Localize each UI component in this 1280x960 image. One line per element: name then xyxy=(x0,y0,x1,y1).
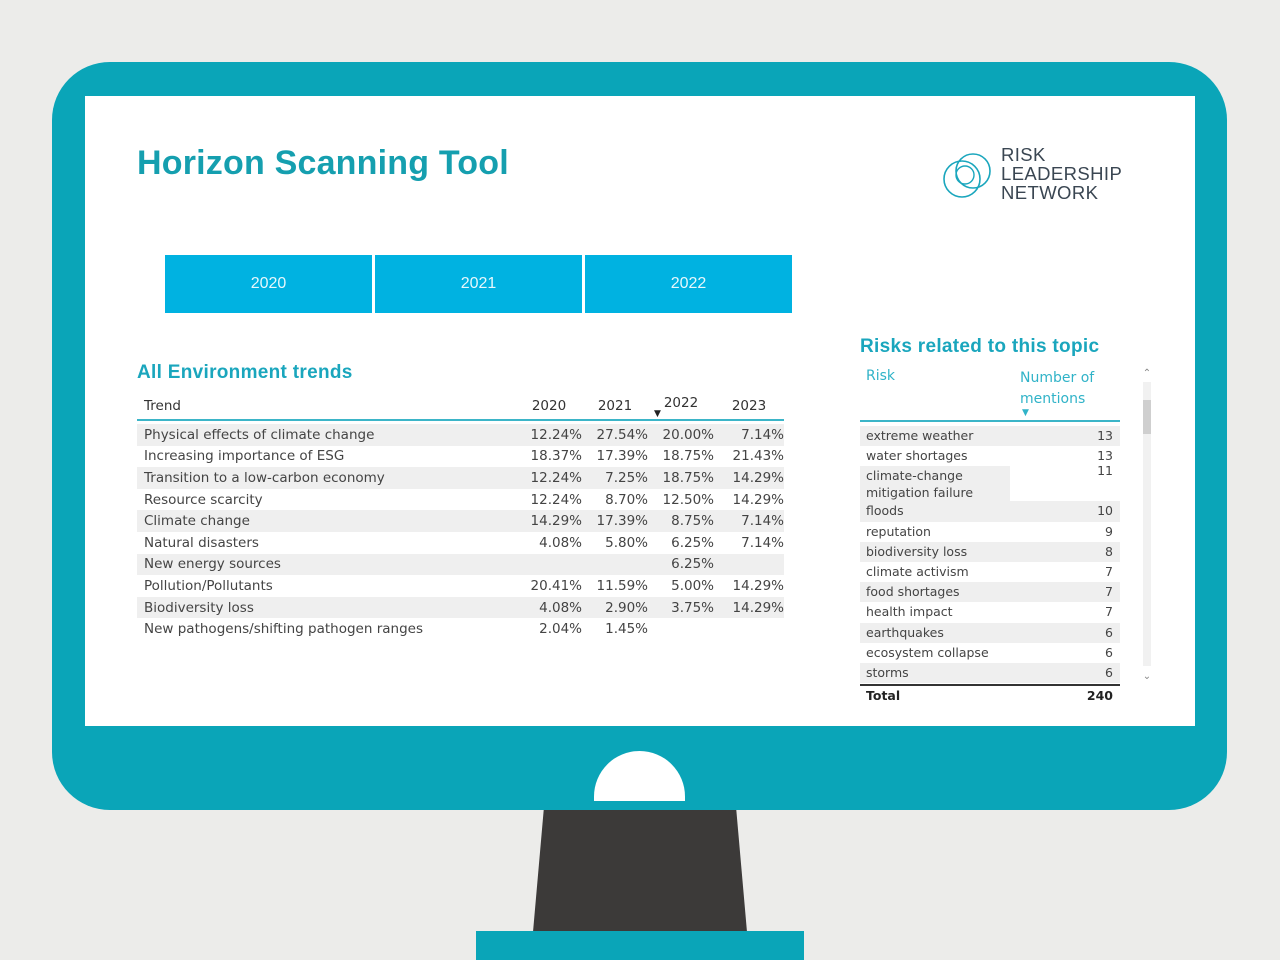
risk-mentions: 8 xyxy=(1105,543,1113,559)
total-value: 240 xyxy=(1086,688,1113,704)
trend-name: New pathogens/shifting pathogen ranges xyxy=(144,621,423,638)
risks-header-row xyxy=(860,364,1120,422)
page-title: Horizon Scanning Tool xyxy=(137,144,509,182)
trend-value: 2.04% xyxy=(539,621,582,638)
overlapping-circles-icon xyxy=(940,147,998,205)
trend-value: 12.24% xyxy=(530,426,582,443)
col-header-2023[interactable]: 2023 xyxy=(731,397,767,414)
col-header-mentions-line2: mentions xyxy=(1020,391,1086,407)
trend-name: Biodiversity loss xyxy=(144,599,254,616)
trend-name: Climate change xyxy=(144,513,250,530)
trend-value: 12.24% xyxy=(530,469,582,486)
risk-name: biodiversity loss xyxy=(866,543,968,559)
trend-value: 11.59% xyxy=(596,577,648,594)
risk-name: earthquakes xyxy=(866,624,944,640)
risk-name: climate-change mitigation failure xyxy=(866,468,974,501)
table-row xyxy=(137,510,784,532)
risk-name: extreme weather xyxy=(866,428,974,443)
trend-value: 18.75% xyxy=(662,448,714,465)
trend-value: 17.39% xyxy=(596,448,648,465)
trends-title: All Environment trends xyxy=(137,362,353,383)
table-row xyxy=(860,522,1120,542)
risks-rows xyxy=(860,426,1120,706)
risk-name: storms xyxy=(866,664,909,680)
table-row xyxy=(860,623,1120,643)
col-header-mentions-line1: Number of xyxy=(1020,370,1095,386)
trend-value: 17.39% xyxy=(596,513,648,530)
trend-value: 7.14% xyxy=(741,534,784,551)
trend-value: 12.50% xyxy=(662,491,714,508)
trend-value: 20.41% xyxy=(530,577,582,594)
year-tab-2021[interactable]: 2021 xyxy=(375,255,582,313)
trend-value: 14.29% xyxy=(732,599,784,616)
table-row xyxy=(137,597,784,619)
trends-header-row xyxy=(137,392,784,421)
year-tab-2022[interactable]: 2022 xyxy=(585,255,792,313)
risk-name: climate activism xyxy=(866,563,969,579)
table-row xyxy=(137,575,784,597)
table-row xyxy=(860,582,1120,602)
table-row xyxy=(137,618,784,640)
risk-mentions: 10 xyxy=(1097,503,1113,519)
col-header-2020[interactable]: 2020 xyxy=(531,397,567,414)
risk-name: food shortages xyxy=(866,584,960,600)
trend-value: 27.54% xyxy=(596,426,648,443)
risk-mentions: 7 xyxy=(1105,604,1113,620)
year-slicer xyxy=(165,255,792,313)
risk-mentions: 6 xyxy=(1105,664,1113,680)
trend-value: 6.25% xyxy=(671,556,714,573)
trend-name: Increasing importance of ESG xyxy=(144,448,345,465)
trend-value: 14.29% xyxy=(530,513,582,530)
sort-descending-icon: ▼ xyxy=(654,408,661,419)
risks-title: Risks related to this topic xyxy=(860,336,1100,357)
trend-value: 2.90% xyxy=(605,599,648,616)
total-label: Total xyxy=(866,688,901,704)
trend-value: 1.45% xyxy=(605,621,648,638)
table-row xyxy=(860,663,1120,683)
table-row xyxy=(137,424,784,446)
table-row xyxy=(860,542,1120,562)
trend-value: 7.14% xyxy=(741,513,784,530)
trend-name: Natural disasters xyxy=(144,534,259,551)
table-row xyxy=(860,501,1120,521)
col-header-2022[interactable] xyxy=(648,395,714,417)
monitor-base xyxy=(476,931,804,960)
trend-value: 12.24% xyxy=(530,491,582,508)
risks-scrollbar[interactable] xyxy=(1140,368,1154,680)
risk-name: ecosystem collapse xyxy=(866,644,989,660)
col-header-trend[interactable]: Trend xyxy=(144,397,181,414)
table-row xyxy=(137,467,784,489)
table-row xyxy=(137,532,784,554)
risk-mentions: 13 xyxy=(1097,428,1113,443)
trend-value: 4.08% xyxy=(539,599,582,616)
trend-name: Transition to a low-carbon economy xyxy=(144,469,385,486)
trend-value: 14.29% xyxy=(732,577,784,594)
trend-name: Pollution/Pollutants xyxy=(144,577,273,594)
trend-name: Resource scarcity xyxy=(144,491,263,508)
trend-name: New energy sources xyxy=(144,556,281,573)
col-header-2021[interactable]: 2021 xyxy=(597,397,633,414)
col-header-mentions[interactable] xyxy=(1020,364,1120,420)
trends-table xyxy=(137,392,784,640)
table-row xyxy=(137,554,784,576)
trend-value: 21.43% xyxy=(732,448,784,465)
risk-mentions: 9 xyxy=(1105,523,1113,539)
trend-value: 18.75% xyxy=(662,469,714,486)
brand-name xyxy=(1001,145,1122,202)
scroll-down-icon[interactable]: ⌄ xyxy=(1142,671,1152,682)
table-row xyxy=(137,489,784,511)
table-row xyxy=(860,466,1010,501)
risk-name: water shortages xyxy=(866,448,968,464)
trend-value: 18.37% xyxy=(530,448,582,465)
risk-name: health impact xyxy=(866,604,953,620)
trend-value: 8.75% xyxy=(671,513,714,530)
trend-value: 14.29% xyxy=(732,491,784,508)
risk-mentions: 13 xyxy=(1097,448,1113,464)
risk-name: reputation xyxy=(866,523,931,539)
risk-name: floods xyxy=(866,503,904,519)
col-header-risk[interactable]: Risk xyxy=(866,368,896,384)
trend-value: 8.70% xyxy=(605,491,648,508)
risk-mentions: 7 xyxy=(1105,584,1113,600)
table-row xyxy=(860,426,1120,446)
table-row xyxy=(860,602,1120,622)
screen xyxy=(85,96,1195,726)
risk-mentions: 7 xyxy=(1105,563,1113,579)
sort-descending-icon: ▼ xyxy=(1022,408,1029,418)
table-row xyxy=(137,446,784,468)
risk-mentions: 11 xyxy=(1097,463,1113,479)
scroll-up-icon[interactable]: ⌃ xyxy=(1142,368,1152,379)
total-row xyxy=(860,684,1120,706)
monitor-stand xyxy=(533,810,747,932)
trend-value: 7.25% xyxy=(605,469,648,486)
table-row xyxy=(860,446,1120,466)
table-row xyxy=(860,562,1120,582)
trend-value: 3.75% xyxy=(671,599,714,616)
brand-line-2: LEADERSHIP xyxy=(1001,163,1123,184)
brand-line-1: RISK xyxy=(1001,144,1046,165)
brand-line-3: NETWORK xyxy=(1001,182,1099,203)
trend-name: Physical effects of climate change xyxy=(144,426,375,443)
risk-mentions: 6 xyxy=(1105,644,1113,660)
year-tab-2020[interactable]: 2020 xyxy=(165,255,372,313)
table-row xyxy=(860,643,1120,663)
scrollbar-thumb[interactable] xyxy=(1143,400,1151,434)
col-header-2022-label: 2022 xyxy=(663,394,699,411)
risks-table xyxy=(860,364,1120,706)
trend-value: 6.25% xyxy=(671,534,714,551)
brand-logo xyxy=(940,143,1160,205)
trend-value: 5.80% xyxy=(605,534,648,551)
trend-value: 5.00% xyxy=(671,577,714,594)
risk-mentions: 6 xyxy=(1105,624,1113,640)
trend-value: 4.08% xyxy=(539,534,582,551)
trend-value: 14.29% xyxy=(732,469,784,486)
trend-value: 20.00% xyxy=(662,426,714,443)
trend-value: 7.14% xyxy=(741,426,784,443)
